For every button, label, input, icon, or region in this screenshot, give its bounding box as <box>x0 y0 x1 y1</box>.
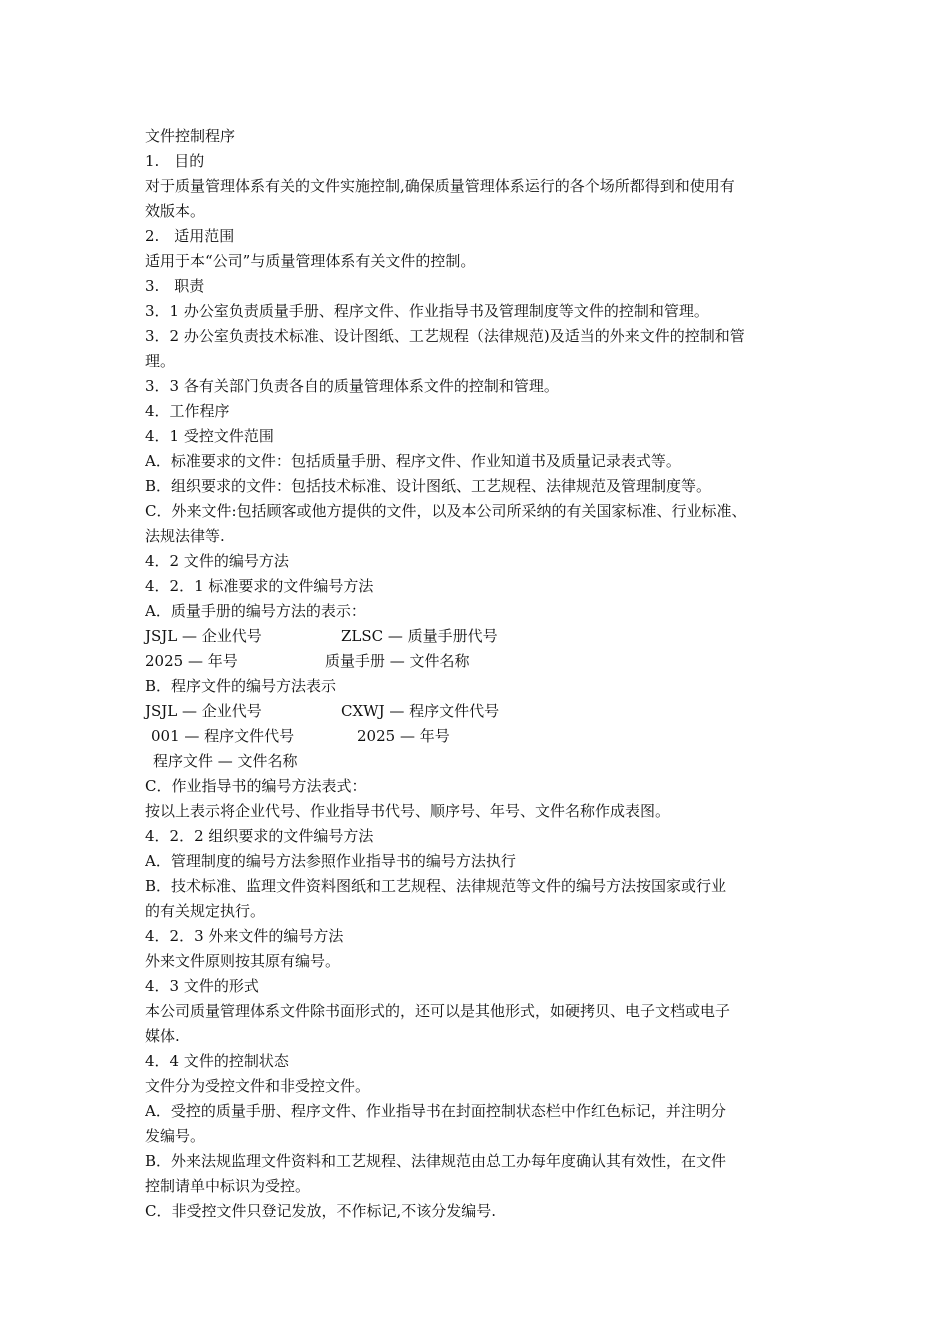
code-item: ZLSC — 质量手册代号 <box>341 627 498 645</box>
text-line: 4．工作程序 <box>145 402 230 420</box>
text-line: C．作业指导书的编号方法表式： <box>145 777 367 795</box>
code-item: 程序文件 — 文件名称 <box>153 752 298 770</box>
text-line: 1. 目的 <box>145 152 205 170</box>
text-line: 4．4 文件的控制状态 <box>145 1052 289 1070</box>
text-line: 外来文件原则按其原有编号。 <box>145 952 341 970</box>
code-item: 质量手册 — 文件名称 <box>325 652 470 670</box>
text-line: 按以上表示将企业代号、作业指导书代号、顺序号、年号、文件名称作成表图。 <box>145 802 671 820</box>
text-line: 3. 职责 <box>145 277 205 295</box>
text-line: C．外来文件:包括顾客或他方提供的文件，以及本公司所采纳的有关国家标准、行业标准、 <box>145 502 747 520</box>
text-line: B．程序文件的编号方法表示 <box>145 677 337 695</box>
text-line: 控制请单中标识为受控。 <box>145 1177 311 1195</box>
text-line: A．管理制度的编号方法参照作业指导书的编号方法执行 <box>145 852 516 870</box>
text-line: 本公司质量管理体系文件除书面形式的，还可以是其他形式，如硬拷贝、电子文档或电子 <box>145 1002 731 1020</box>
document-page <box>145 124 817 1224</box>
code-item: 2025 — 年号 <box>357 727 450 745</box>
text-line: A．质量手册的编号方法的表示： <box>145 602 366 620</box>
text-line: 理。 <box>145 352 176 370</box>
text-line: 文件分为受控文件和非受控文件。 <box>145 1077 371 1095</box>
text-line: A．标准要求的文件：包括质量手册、程序文件、作业知道书及质量记录表式等。 <box>145 452 681 470</box>
code-item: JSJL — 企业代号 <box>145 627 262 645</box>
text-line: 媒体. <box>145 1027 180 1045</box>
text-line: 2. 适用范围 <box>145 227 235 245</box>
text-line: B．组织要求的文件：包括技术标准、设计图纸、工艺规程、法律规范及管理制度等。 <box>145 477 712 495</box>
code-row <box>145 724 817 749</box>
text-line: 的有关规定执行。 <box>145 902 266 920</box>
text-line: 4．3 文件的形式 <box>145 977 259 995</box>
text-line: 适用于本“公司”与质量管理体系有关文件的控制。 <box>145 252 476 270</box>
text-line: 4．2．2 组织要求的文件编号方法 <box>145 827 374 845</box>
text-line: 3．2 办公室负责技术标准、设计图纸、工艺规程（法律规范)及适当的外来文件的控制和管 <box>145 327 745 345</box>
code-row <box>145 649 817 674</box>
text-line: 4．2．1 标准要求的文件编号方法 <box>145 577 374 595</box>
text-line: 4．2 文件的编号方法 <box>145 552 289 570</box>
text-line: 4．1 受控文件范围 <box>145 427 274 445</box>
document-title: 文件控制程序 <box>145 127 236 145</box>
text-line: 4．2．3 外来文件的编号方法 <box>145 927 344 945</box>
text-line: A．受控的质量手册、程序文件、作业指导书在封面控制状态栏中作红色标记，并注明分 <box>145 1102 726 1120</box>
code-item: 001 — 程序文件代号 <box>151 727 295 745</box>
text-line: 对于质量管理体系有关的文件实施控制,确保质量管理体系运行的各个场所都得到和使用有 <box>145 177 735 195</box>
code-row <box>145 624 817 649</box>
code-item: CXWJ — 程序文件代号 <box>341 702 500 720</box>
code-item: JSJL — 企业代号 <box>145 702 262 720</box>
text-line: 3．3 各有关部门负责各自的质量管理体系文件的控制和管理。 <box>145 377 559 395</box>
text-line: 3．1 办公室负责质量手册、程序文件、作业指导书及管理制度等文件的控制和管理。 <box>145 302 709 320</box>
text-line: 法规法律等. <box>145 527 225 545</box>
text-line: B．外来法规监理文件资料和工艺规程、法律规范由总工办每年度确认其有效性，在文件 <box>145 1152 727 1170</box>
text-line: 效版本。 <box>145 202 206 220</box>
text-line: B．技术标准、监理文件资料图纸和工艺规程、法律规范等文件的编号方法按国家或行业 <box>145 877 727 895</box>
code-row <box>145 699 817 724</box>
text-line: 发编号。 <box>145 1127 206 1145</box>
code-item: 2025 — 年号 <box>145 652 238 670</box>
text-line: C．非受控文件只登记发放，不作标记,不该分发编号. <box>145 1202 497 1220</box>
